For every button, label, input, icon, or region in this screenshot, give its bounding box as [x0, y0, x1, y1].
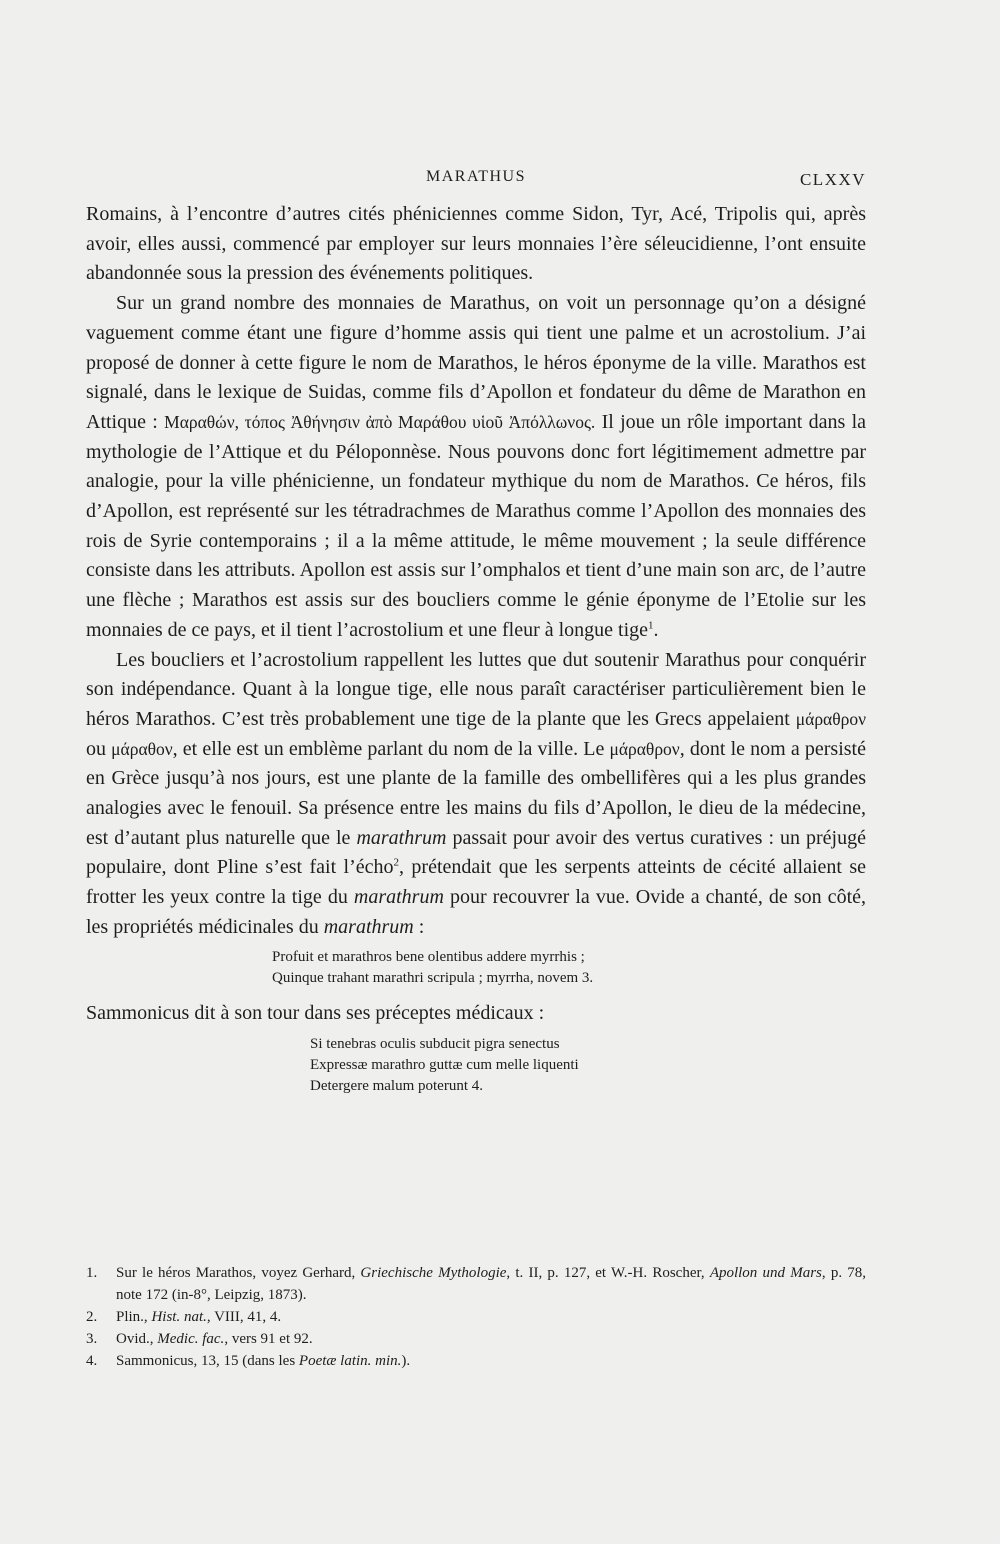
footnote-text: , VIII, 41, 4. — [206, 1309, 282, 1325]
footnote-number: 4. — [86, 1353, 98, 1369]
paragraph-text: : — [413, 915, 425, 938]
paragraph-text: passait pour avoir des vertus curatives : un préjugé populaire, dont Pline s’est fait l’écho — [86, 826, 866, 879]
paragraph-text: , prétendait que les serpents atteints de cécité allaient se frotter les yeux contre la tige du — [86, 856, 866, 909]
footnote-number: 2. — [86, 1309, 98, 1325]
footnote-1 — [86, 1262, 866, 1306]
page-number: CLXXV — [799, 170, 866, 189]
paragraph-text: Sur un grand nombre des monnaies de Marathus, on voit un personnage qu’on a désigné vaguement comme étant une figure d’homme assis qui tient une palme et un acrostolium. J’ai proposé de donner à cette figure le nom de Marathos, le héros éponyme de la ville. Marathos est signalé, dans le lexique de Suidas, comme fils d’Apollon et fondateur du dême de Marathon en Attique : — [86, 292, 866, 433]
paragraph-text: , et elle est un emblème parlant du nom de la ville. Le — [172, 737, 610, 760]
footnote-text: Plin., — [116, 1309, 152, 1325]
footnote-italic: Apollon und Mars — [709, 1265, 822, 1281]
footnote-number: 3. — [86, 1331, 98, 1347]
footnote-text: ). — [401, 1353, 411, 1369]
greek-word: μάραθον — [111, 738, 173, 759]
footnote-text: , p. 78, note 172 (in-8°, Leipzig, 1873). — [116, 1265, 867, 1303]
running-title: MARATHUS — [425, 168, 526, 185]
footnote-text: Sur le héros Marathos, voyez Gerhard, — [116, 1265, 361, 1281]
footnote-number: 1. — [86, 1265, 98, 1281]
paragraph-text: Sammonicus dit à son tour dans ses préceptes médicaux : — [86, 1001, 545, 1024]
paragraph-3 — [86, 646, 866, 943]
paragraph-1 — [86, 200, 866, 289]
greek-word: μάραθρον — [609, 738, 680, 759]
verse-line: Si tenebras oculis subducit pigra senectus — [310, 1036, 560, 1053]
footnote-text: , vers 91 et 92. — [224, 1331, 313, 1347]
verse-line: Expressæ marathro guttæ cum melle liquenti — [310, 1057, 579, 1074]
footnote-italic: Medic. fac. — [157, 1331, 225, 1347]
footnote-4 — [86, 1350, 866, 1372]
paragraph-text: . — [653, 618, 659, 641]
italic-term: marathrum — [356, 826, 447, 849]
paragraph-text: Les boucliers et l’acrostolium rappellent les luttes que dut soutenir Marathus pour conquérir son indépendance. Quant à la longue tige, elle nous paraît caractériser particulièrement bien le héros Marathos. C’est très probablement une tige de la plante que les Grecs appelaient — [86, 648, 866, 730]
footnotes — [86, 1262, 866, 1372]
paragraph-text: Romains, à l’encontre d’autres cités phéniciennes comme Sidon, Tyr, Acé, Tripolis qui, après avoir, elles aussi, commencé par employer sur leurs monnaies l’ère séleucidienne, l’ont ensuite abandonnée sous la pression des événements politiques. — [86, 203, 866, 285]
footnote-ref: 2 — [393, 856, 399, 869]
verse-line: Detergere malum poterunt 4. — [310, 1078, 483, 1095]
footnote-italic: Hist. nat. — [151, 1309, 207, 1325]
verse-line: Profuit et marathros bene olentibus addere myrrhis ; — [272, 948, 585, 965]
paragraph-4 — [86, 999, 866, 1029]
italic-term: marathrum — [353, 886, 444, 909]
footnote-italic: Poetæ latin. min. — [298, 1353, 402, 1369]
footnote-3 — [86, 1328, 866, 1350]
running-head — [86, 166, 866, 190]
verse-line: Quinque trahant marathri scripula ; myrrha, novem 3. — [272, 969, 594, 986]
footnote-ref: 1 — [648, 619, 654, 632]
main-text — [86, 200, 866, 1097]
greek-word: μάραθρον — [795, 708, 866, 729]
paragraph-text: , dont le nom a persisté en Grèce jusqu’à nos jours, est une plante de la famille des ombellifères qui a les plus grandes analogies avec le fenouil. Sa présence entre les mains du fils d’Apollon, le dieu de la médecine, est d’autant plus naturelle que le — [86, 737, 866, 849]
greek-quotation: Μαραθών, τόπος Ἀθήνησιν ἀπὸ Μαράθου υἱοῦ Ἀπόλλωνος. — [164, 411, 596, 432]
footnote-2 — [86, 1306, 866, 1328]
paragraph-2 — [86, 289, 866, 645]
verse-quotation-sammonicus — [86, 1034, 866, 1097]
footnote-text: Sammonicus, 13, 15 (dans les — [116, 1353, 299, 1369]
footnote-italic: Griechische Mythologie — [360, 1265, 507, 1281]
italic-term: marathrum — [323, 915, 414, 938]
footnote-text: Ovid., — [116, 1331, 158, 1347]
paragraph-text: ou — [86, 737, 112, 760]
paragraph-text: pour recouvrer la vue. Ovide a chanté, de son côté, les propriétés médicinales du — [86, 886, 866, 938]
footnote-text: , t. II, p. 127, et W.-H. Roscher, — [506, 1265, 710, 1281]
verse-quotation-ovid — [86, 947, 866, 989]
paragraph-text: Il joue un rôle important dans la mythologie de l’Attique et du Péloponnèse. Nous pouvons donc fort légitimement admettre par analogie, pour la ville phénicienne, un fondateur mythique du nom de Marathos. Ce héros, fils d’Apollon, est représenté sur les tétradrachmes de Marathus comme l’Apollon des monnaies des rois de Syrie contemporains ; il a la même attitude, le même mouvement ; la seule différence consiste dans les attributs. Apollon est assis sur l’omphalos et tient d’une main son arc, de l’autre une flèche ; Marathos est assis sur des boucliers comme le génie éponyme de l’Etolie sur les monnaies de ce pays, et il tient l’acrostolium et une fleur à longue tige — [86, 410, 866, 641]
